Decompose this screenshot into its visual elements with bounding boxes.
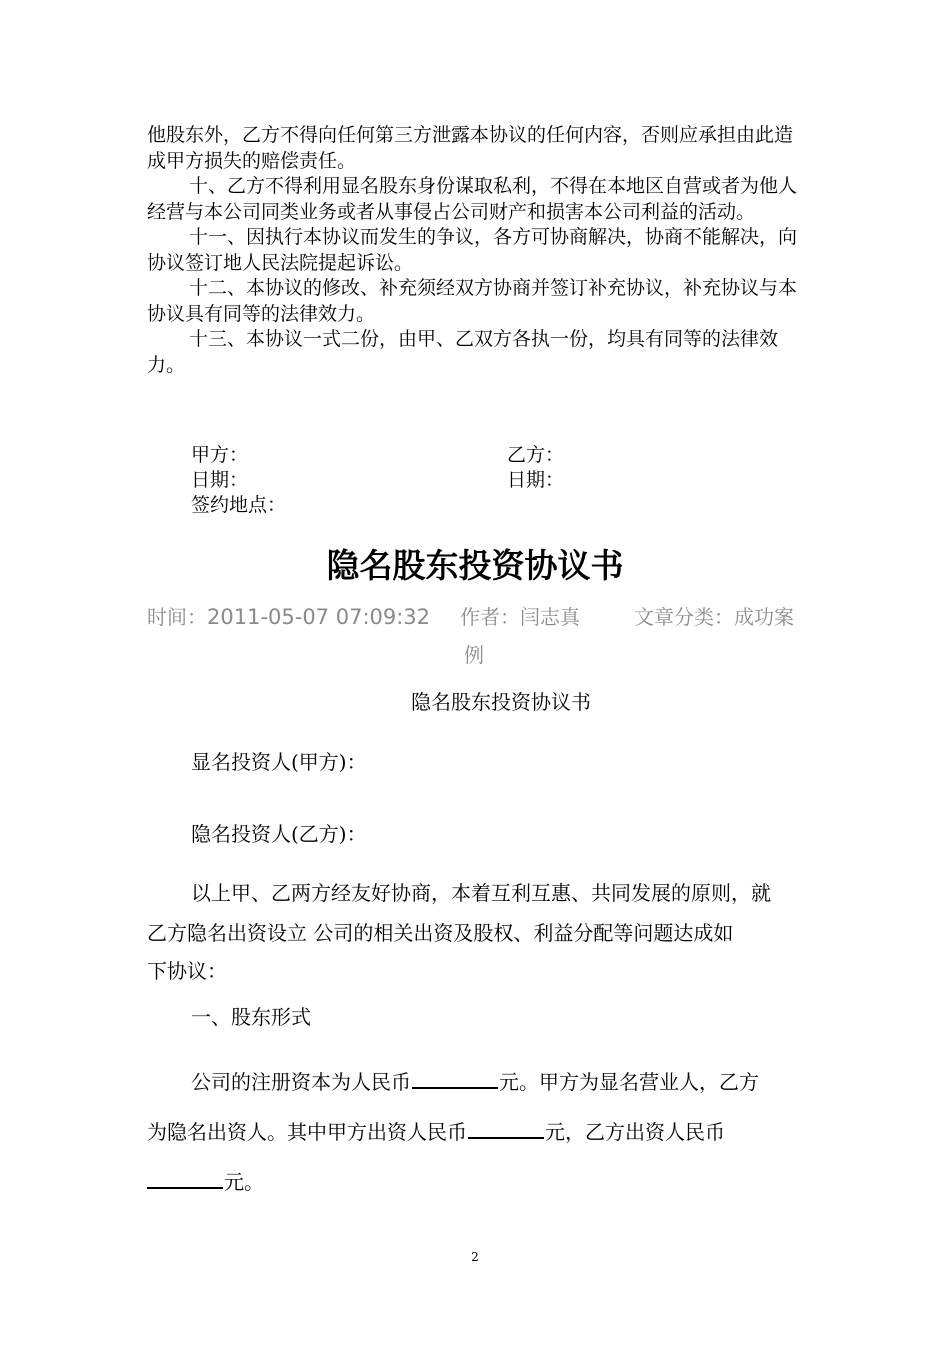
intro-line-3: 下协议：	[147, 959, 227, 983]
paragraph-continued: 他股东外，乙方不得向任何第三方泄露本协议的任何内容，否则应承担由此造成甲方损失的赔偿责任。	[147, 124, 794, 172]
capital-text-1a: 公司的注册资本为人民币	[191, 1070, 411, 1094]
capital-text-2a: 为隐名出资人。其中甲方出资人民币	[147, 1120, 467, 1144]
paragraph-clause-10: 十、乙方不得利用显名股东身份谋取私利，不得在本地区自营或者为他人经营与本公司同类业务或者从事侵占公司财产和损害本公司利益的活动。	[147, 175, 798, 223]
previous-section	[147, 123, 809, 378]
nominal-investor-line: 显名投资人(甲方)：	[191, 750, 367, 774]
intro-line-2: 乙方隐名出资设立 公司的相关出资及股权、利益分配等问题达成如	[147, 921, 734, 945]
article-category-wrap: 例	[464, 643, 484, 667]
blank-line-registered-capital	[412, 1063, 498, 1089]
blank-line-party-a-amount	[468, 1113, 544, 1139]
signature-party-a: 甲方：	[191, 444, 249, 466]
blank-line-party-b-amount	[147, 1163, 223, 1189]
capital-text-2b: 元，乙方出资人民币	[545, 1120, 725, 1144]
signature-party-b: 乙方：	[507, 444, 565, 466]
paragraph-clause-11: 十一、因执行本协议而发生的争议，各方可协商解决，协商不能解决，向协议签订地人民法院提起诉讼。	[147, 226, 798, 274]
article-time	[147, 600, 430, 634]
time-value: 2011-05-07 07:09:32	[207, 605, 431, 629]
capital-line-3	[147, 1163, 264, 1199]
signature-date-a: 日期：	[191, 469, 249, 491]
capital-text-1b: 元。甲方为显名营业人，乙方	[499, 1070, 759, 1094]
article-subtitle: 隐名股东投资协议书	[411, 690, 591, 714]
signature-date-b: 日期：	[507, 469, 565, 491]
page-number: 2	[471, 1250, 479, 1264]
signature-place: 签约地点：	[191, 494, 287, 516]
hidden-investor-line: 隐名投资人(乙方)：	[191, 822, 367, 846]
section-heading-1: 一、股东形式	[191, 1005, 311, 1029]
capital-text-3: 元。	[224, 1170, 264, 1194]
article-category: 文章分类：成功案	[634, 605, 794, 629]
time-label: 时间：	[147, 605, 207, 629]
capital-line-2	[147, 1113, 725, 1149]
capital-line-1	[191, 1063, 759, 1099]
article-author: 作者：闫志真	[460, 605, 580, 629]
article-title: 隐名股东投资协议书	[326, 546, 624, 585]
paragraph-clause-12: 十二、本协议的修改、补充须经双方协商并签订补充协议，补充协议与本协议具有同等的法律效力。	[147, 277, 798, 325]
paragraph-clause-13: 十三、本协议一式二份，由甲、乙双方各执一份，均具有同等的法律效力。	[147, 328, 779, 376]
intro-line-1: 以上甲、乙两方经友好协商，本着互利互惠、共同发展的原则，就	[191, 881, 771, 905]
